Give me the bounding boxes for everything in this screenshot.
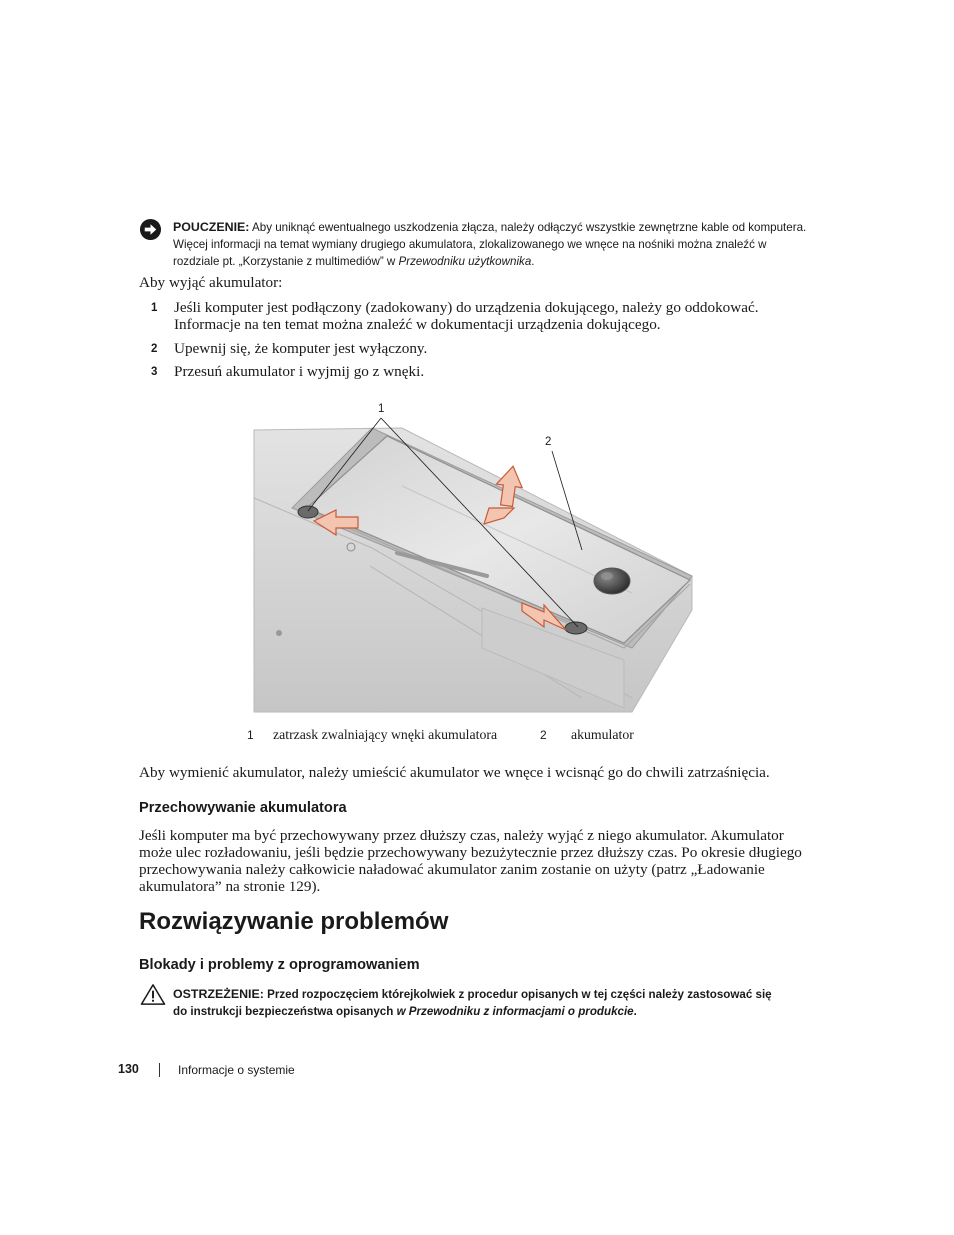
step-1-line1: Jeśli komputer jest podłączony (zadokowany) do urządzenia dokującego, należy go oddokować. — [174, 299, 759, 316]
page-number: 130 — [118, 1062, 139, 1076]
notice-line3-pre: rozdziale pt. „Korzystanie z multimediów” w — [173, 255, 399, 268]
footer-title: Informacje o systemie — [178, 1063, 295, 1077]
warning-icon — [139, 983, 167, 1006]
callout-1: 1 — [378, 403, 385, 415]
storage-line: przechowywania należy całkowicie naładować akumulator zanim zostanie on użyty (patrz „Ładowanie — [139, 861, 765, 878]
step-1-line2: Informacje na ten temat można znaleźć w dokumentacji urządzenia dokującego. — [174, 316, 661, 333]
step-text — [174, 299, 814, 333]
warning-text — [173, 986, 813, 1020]
storage-heading: Przechowywanie akumulatora — [139, 800, 347, 816]
notice-text — [173, 219, 833, 270]
warning-line1: Przed rozpoczęciem którejkolwiek z procedur opisanych w tej części należy zastosować się — [267, 988, 772, 1001]
subsection-title: Blokady i problemy z oprogramowaniem — [139, 957, 420, 973]
notice-line3-post: . — [531, 255, 535, 268]
step-number: 1 — [151, 302, 158, 314]
warning-line2-pre: do instrukcji bezpieczeństwa opisanych — [173, 1005, 397, 1018]
callout-2: 2 — [545, 436, 552, 448]
footer-separator — [159, 1063, 160, 1077]
storage-line: może ulec rozładowaniu, jeśli będzie przechowywany bezużytecznie przez dłuższy czas. Po okresie długiego — [139, 844, 802, 861]
caption-text: akumulator — [571, 727, 634, 742]
replace-battery-text: Aby wymienić akumulator, należy umieścić akumulator we wnęce i wcisnąć go do chwili zatrzaśnięcia. — [139, 764, 770, 781]
warning-line2-italic: w Przewodniku z informacjami o produkcie — [396, 1005, 634, 1018]
right-latch — [565, 622, 587, 634]
notice-line3-italic: Przewodniku użytkownika — [398, 255, 532, 268]
left-latch — [298, 506, 318, 518]
warning-label: OSTRZEŻENIE: — [173, 987, 264, 1001]
intro-text: Aby wyjąć akumulator: — [139, 274, 283, 291]
battery-removal-illustration — [252, 398, 697, 713]
step-number: 3 — [151, 366, 158, 378]
notice-line1: Aby uniknąć ewentualnego uszkodzenia złącza, należy odłączyć wszystkie zewnętrzne kable od komputera. — [252, 221, 807, 234]
storage-line: akumulatora” na stronie 129). — [139, 878, 321, 895]
caption-text: zatrzask zwalniający wnęki akumulatora — [273, 727, 498, 742]
notice-line2: Więcej informacji na temat wymiany drugiego akumulatora, zlokalizowanego we wnęce na nośniki można znaleźć w — [173, 238, 767, 251]
caption-number: 2 — [540, 728, 547, 742]
step-number: 2 — [151, 343, 158, 355]
storage-line: Jeśli komputer ma być przechowywany przez dłuższy czas, należy wyjąć z niego akumulator. Akumulator — [139, 827, 784, 844]
battery-knob — [594, 568, 630, 594]
section-title: Rozwiązywanie problemów — [139, 908, 449, 935]
caption-number: 1 — [247, 728, 254, 742]
notice-icon — [139, 218, 162, 241]
step-3-text: Przesuń akumulator i wyjmij go z wnęki. — [174, 363, 425, 380]
notice-label: POUCZENIE: — [173, 220, 250, 234]
storage-paragraph — [139, 827, 819, 895]
warning-line2-post: . — [633, 1005, 637, 1018]
step-2-text: Upewnij się, że komputer jest wyłączony. — [174, 340, 428, 357]
